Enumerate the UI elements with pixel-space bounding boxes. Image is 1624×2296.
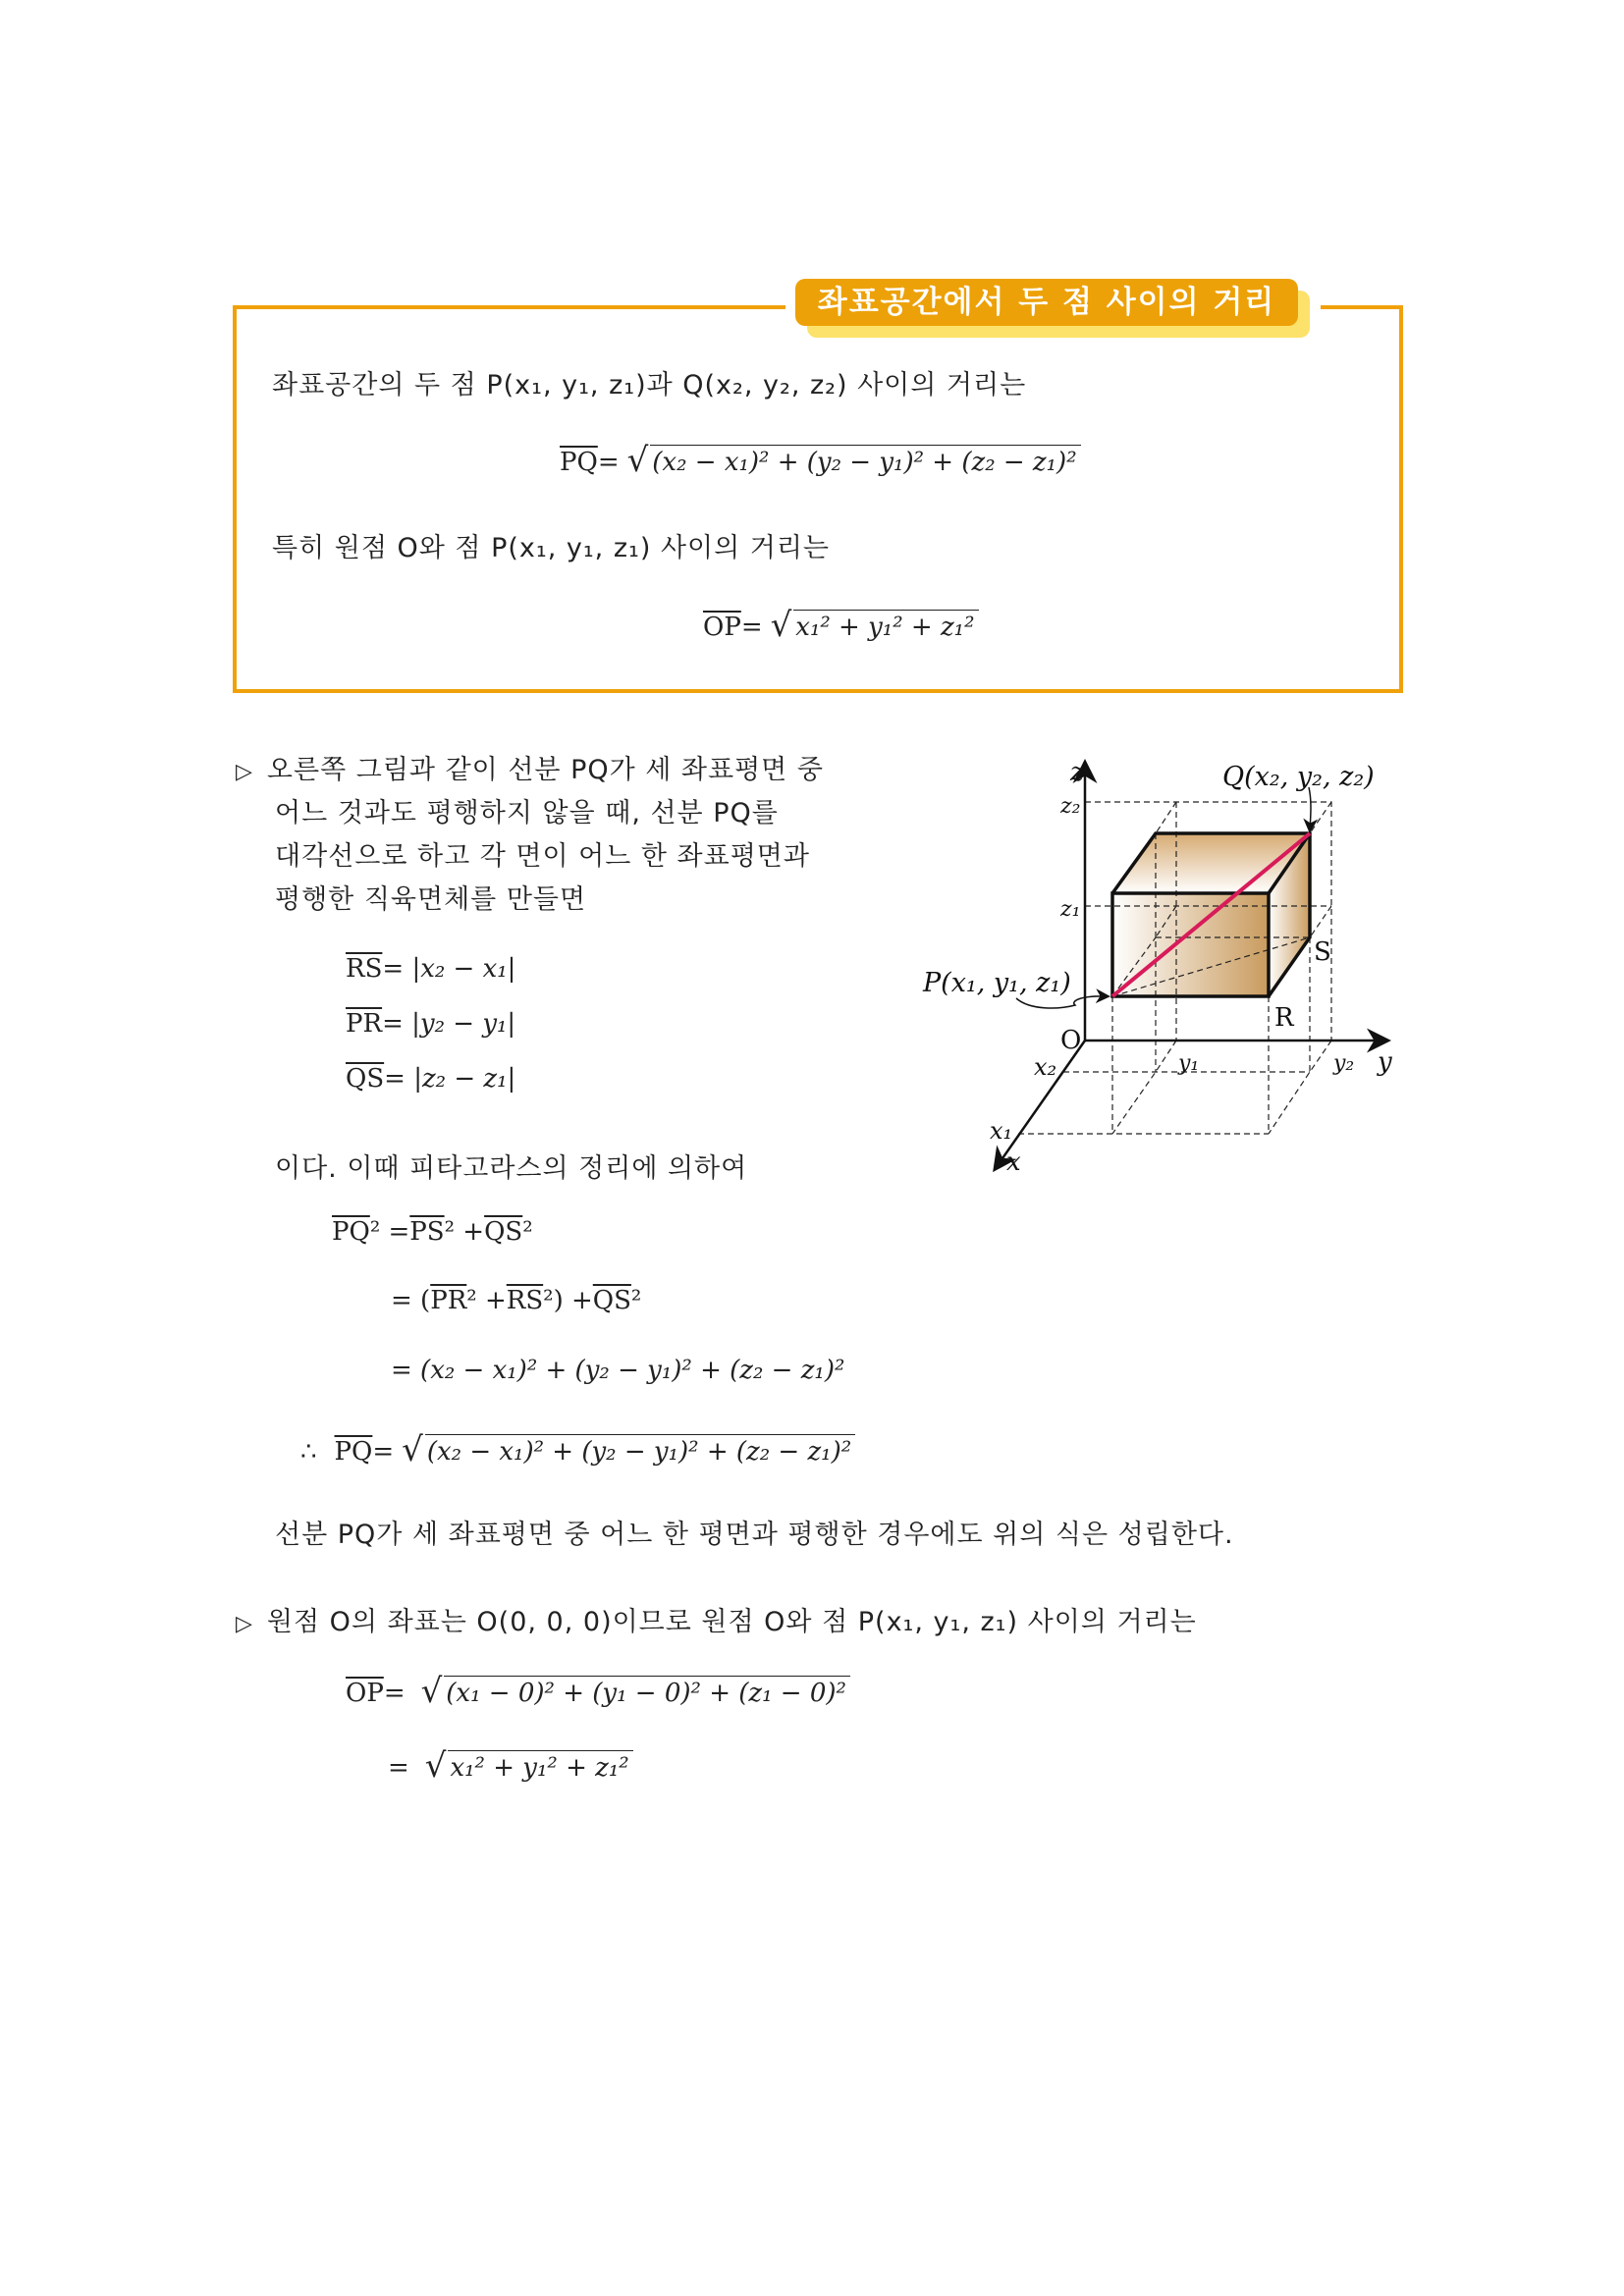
front-face xyxy=(1112,893,1269,996)
equals: = xyxy=(388,1753,409,1783)
section1-line3: 평행한 직육면체를 만들면 xyxy=(275,884,587,915)
sqrt-icon: √ xyxy=(402,1430,423,1469)
label-x-axis: x xyxy=(1006,1148,1021,1177)
therefore-symbol: ∴ xyxy=(300,1437,317,1467)
label-point-p: P(x₁, y₁, z₁) xyxy=(923,968,1071,998)
sqrt-icon: √ xyxy=(770,606,792,645)
label-point-s: S xyxy=(1314,937,1331,967)
text: 오른쪽 그림과 같이 선분 PQ가 세 좌표평면 중 xyxy=(266,755,824,785)
radicand: x₁² + y₁² + z₁² xyxy=(448,1750,632,1783)
radicand: (x₁ − 0)² + (y₁ − 0)² + (z₁ − 0)² xyxy=(444,1676,850,1708)
section1-line2: 대각선으로 하고 각 면이 어느 한 좌표평면과 xyxy=(275,841,810,872)
segment-qs: $\overline{QS}$ xyxy=(484,1217,523,1247)
sqrt-icon: √ xyxy=(424,1746,447,1786)
equals: = xyxy=(740,613,763,642)
text: 원점 O의 좌표는 O(0, 0, 0)이므로 원점 O와 점 P(x₁, y₁, z₁) 사이의 거리는 xyxy=(266,1607,1197,1637)
label-point-q: Q(x₂, y₂, z₂) xyxy=(1222,762,1375,792)
segment-rs: $\overline{RS}$ xyxy=(346,954,383,984)
label-y1: y₁ xyxy=(1178,1051,1200,1076)
section1-note: 선분 PQ가 세 좌표평면 중 어느 한 평면과 평행한 경우에도 위의 식은 성립한다. xyxy=(275,1520,1234,1550)
value: = |x₂ − x₁| xyxy=(382,954,516,984)
derivation-line3: = (x₂ − x₁)² + (y₂ − y₁)² + (z₂ − z₁)² xyxy=(391,1356,845,1385)
segment-pr: $\overline{PR}$ xyxy=(346,1009,383,1039)
value: = |z₂ − z₁| xyxy=(384,1064,516,1094)
op: ²) + xyxy=(543,1286,593,1315)
equals: = xyxy=(372,1437,395,1467)
label-y-axis: y xyxy=(1378,1047,1392,1077)
label-x1: x₁ xyxy=(990,1117,1013,1145)
sqrt-icon: √ xyxy=(626,441,649,480)
equals: = xyxy=(597,448,620,477)
segment-pq: $\overline{PQ}$ xyxy=(332,1217,370,1247)
radicand: (x₂ − x₁)² + (y₂ − y₁)² + (z₂ − z₁)² xyxy=(425,1434,855,1467)
label-z-axis: z xyxy=(1070,758,1084,787)
label-origin: O xyxy=(1060,1026,1082,1055)
op: ² + xyxy=(444,1217,485,1247)
label-z2: z₂ xyxy=(1060,794,1081,819)
section1-then: 이다. 이때 피타고라스의 정리에 의하여 xyxy=(275,1153,748,1184)
label-point-r: R xyxy=(1274,1003,1294,1033)
section1-line1: 어느 것과도 평행하지 않을 때, 선분 PQ를 xyxy=(275,798,779,828)
segment-qs: $\overline{QS}$ xyxy=(592,1286,631,1315)
value: = |y₂ − y₁| xyxy=(382,1009,516,1039)
op: = ( xyxy=(391,1286,431,1315)
segment-pr: $\overline{PR}$ xyxy=(430,1286,467,1315)
triangle-bullet-icon: ▷ xyxy=(236,760,253,784)
segment-pq: $\overline{PQ}$ xyxy=(334,1437,373,1467)
segment-qs: $\overline{QS}$ xyxy=(346,1064,385,1094)
label-y2: y₂ xyxy=(1333,1051,1355,1076)
op: ² xyxy=(630,1286,642,1315)
sqrt-icon: √ xyxy=(420,1672,443,1711)
summary-line2: 특히 원점 O와 점 P(x₁, y₁, z₁) 사이의 거리는 xyxy=(272,533,831,563)
segment-op: $\overline{OP}$ xyxy=(346,1679,384,1708)
radicand: x₁² + y₁² + z₁² xyxy=(793,610,978,642)
op: ² = xyxy=(369,1217,410,1247)
segment-pq: $\overline{PQ}$ xyxy=(560,448,598,477)
summary-line1: 좌표공간의 두 점 P(x₁, y₁, z₁)과 Q(x₂, y₂, z₂) 사이의 거리는 xyxy=(272,370,1027,400)
segment-rs: $\overline{RS}$ xyxy=(506,1286,544,1315)
q-pointer-arrow xyxy=(1309,787,1311,830)
segment-op: $\overline{OP}$ xyxy=(703,613,741,642)
triangle-bullet-icon: ▷ xyxy=(236,1612,253,1636)
segment-ps: $\overline{PS}$ xyxy=(409,1217,445,1247)
label-z1: z₁ xyxy=(1060,897,1081,922)
op: ² + xyxy=(466,1286,507,1315)
label-x2: x₂ xyxy=(1034,1053,1057,1081)
equals: = xyxy=(383,1679,406,1708)
radicand: (x₂ − x₁)² + (y₂ − y₁)² + (z₂ − z₁)² xyxy=(650,445,1080,477)
op: ² xyxy=(522,1217,533,1247)
summary-title: 좌표공간에서 두 점 사이의 거리 xyxy=(795,279,1298,326)
